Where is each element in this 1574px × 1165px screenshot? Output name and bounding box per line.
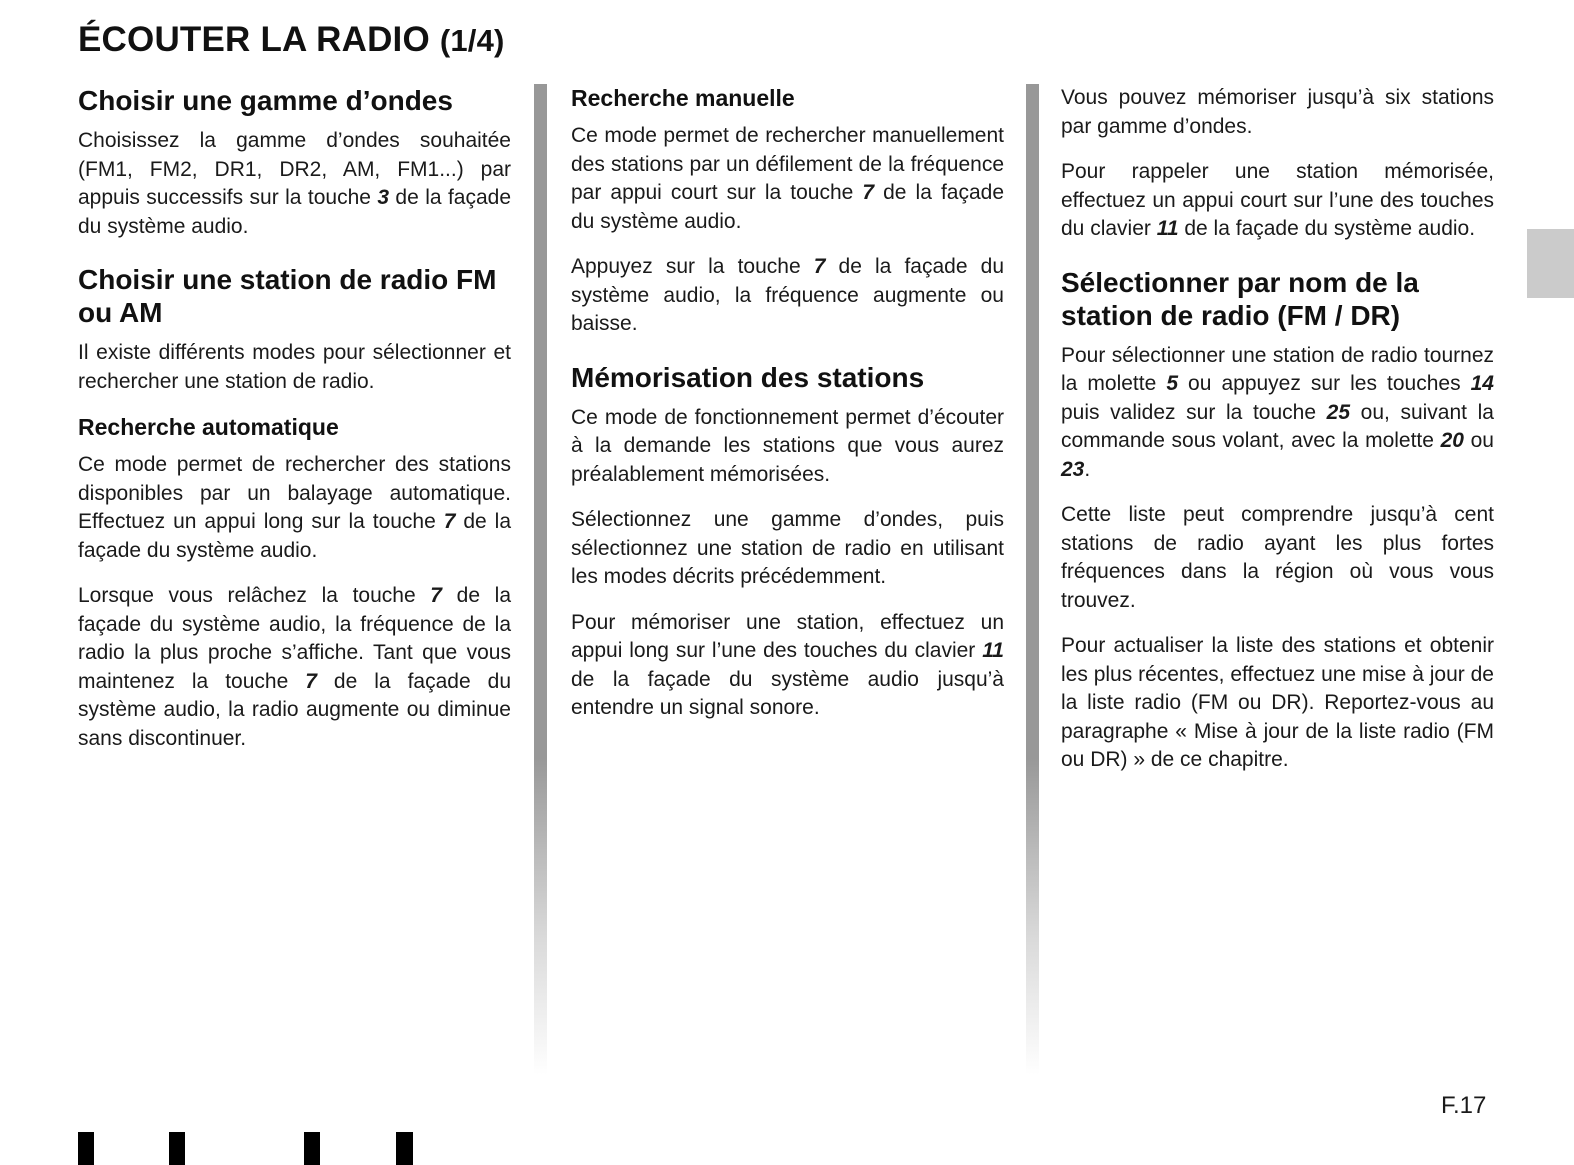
page-title-suffix: (1/4)	[439, 23, 505, 58]
key-reference-number: 7	[430, 584, 442, 607]
paragraph: Choisissez la gamme d’ondes souhaitée (FM1, FM2, DR1, DR2, AM, FM1...) par appuis successifs sur la touche 3 de la façade du système audio.	[78, 129, 511, 238]
section-heading: Choisir une gamme d’ondes	[78, 85, 453, 116]
print-mark	[396, 1132, 413, 1165]
print-mark	[78, 1132, 94, 1165]
paragraph: Ce mode de fonctionnement permet d’écouter à la demande les stations que vous aurez préalablement mémorisées.	[571, 405, 1004, 486]
section-heading: Recherche automatique	[78, 414, 339, 440]
column-middle	[571, 84, 1004, 740]
page-number: F.17	[1441, 1092, 1487, 1119]
section-heading: Recherche manuelle	[571, 85, 795, 111]
paragraph: Vous pouvez mémoriser jusqu’à six stations par gamme d’ondes.	[1061, 86, 1494, 138]
paragraph: Ce mode permet de rechercher des stations disponibles par un balayage automatique. Effectuez un appui long sur la touche 7 de la façade du système audio.	[78, 453, 511, 562]
chapter-edge-tab	[1527, 229, 1574, 298]
key-reference-number: 14	[1470, 372, 1494, 395]
key-reference-number: 5	[1166, 372, 1178, 395]
key-reference-number: 7	[443, 510, 456, 533]
paragraph: Sélectionnez une gamme d’ondes, puis sélectionnez une station de radio en utilisant les modes décrits précédemment.	[571, 508, 1004, 588]
paragraph: Ce mode permet de rechercher manuellement des stations par un défilement de la fréquence par appui court sur la touche 7 de la façade du système audio.	[571, 124, 1005, 233]
key-reference-number: 7	[862, 181, 875, 204]
paragraph: Lorsque vous relâchez la touche 7 de la façade du système audio, la fréquence de la radio la plus proche s’affiche. Tant que vous maintenez la touche 7 de la façade du système audio, la radio augmente ou diminue sans discontinuer.	[78, 584, 511, 750]
key-reference-number: 7	[813, 255, 826, 278]
paragraph: Il existe différents modes pour sélectionner et rechercher une station de radio.	[78, 341, 511, 393]
page-title	[78, 20, 505, 60]
paragraph: Pour rappeler une station mémorisée, effectuez un appui court sur l’une des touches du clavier 11 de la façade du système audio.	[1061, 160, 1494, 240]
column-separator-bar	[534, 84, 547, 1075]
key-reference-number: 25	[1326, 400, 1350, 424]
paragraph: Pour mémoriser une station, effectuez un appui long sur l’une des touches du clavier 11 de la façade du système audio jusqu’à entendre un signal sonore.	[571, 610, 1004, 719]
key-reference-number: 3	[377, 186, 390, 209]
section-heading: Sélectionner par nom de la station de radio (FM / DR)	[1061, 266, 1419, 331]
section-heading: Choisir une station de radio FM ou AM	[78, 264, 497, 328]
column-separator-bar	[1026, 84, 1039, 1075]
section-heading: Mémorisation des stations	[571, 361, 925, 393]
page-title-main: ÉCOUTER LA RADIO	[78, 20, 430, 59]
key-reference-number: 11	[1156, 217, 1179, 240]
print-mark	[304, 1132, 320, 1165]
paragraph: Pour sélectionner une station de radio tournez la molette 5 ou appuyez sur les touches 14 puis validez sur la touche 25 ou, suivant la commande sous volant, avec la molette 20 ou 23.	[1061, 343, 1494, 481]
print-mark	[169, 1132, 185, 1165]
paragraph: Cette liste peut comprendre jusqu’à cent stations de radio ayant les plus fortes fréquences dans la région où vous vous trouvez.	[1061, 503, 1494, 612]
key-reference-number: 7	[305, 669, 317, 693]
paragraph: Pour actualiser la liste des stations et obtenir les plus récentes, effectuez une mise à jour de la liste radio (FM ou DR). Reportez-vous au paragraphe « Mise à jour de la liste radio (FM ou DR) » de ce chapitre.	[1061, 634, 1494, 771]
column-left	[78, 84, 511, 770]
paragraph: Appuyez sur la touche 7 de la façade du système audio, la fréquence augmente ou baisse.	[571, 255, 1004, 335]
key-reference-number: 23	[1061, 457, 1085, 481]
key-reference-number: 20	[1440, 429, 1464, 452]
key-reference-number: 11	[982, 639, 1004, 662]
column-right	[1061, 84, 1494, 792]
